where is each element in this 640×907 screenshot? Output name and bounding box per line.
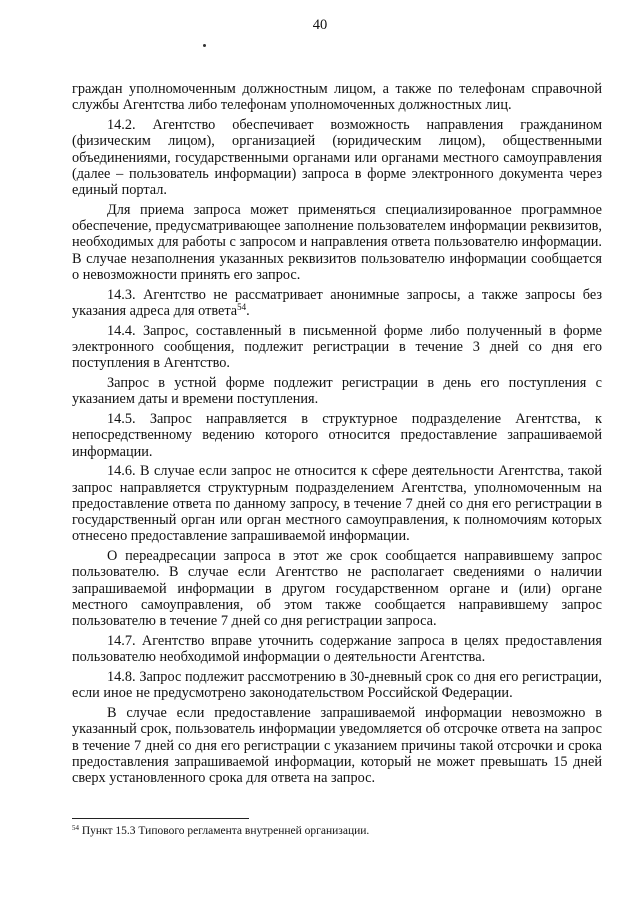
document-body (72, 81, 602, 786)
paragraph-14-3-text: 14.3. Агентство не рассматривает анонимные запросы, а также запросы без указания адреса для ответа (72, 286, 602, 320)
paragraph-14-6: 14.6. В случае если запрос не относится к сфере деятельности Агентства, такой запрос направляется структурным подразделением Агентства, уполномоченным на предоставление ответа по данному запросу, в течение 7 дней со дня его регистрации в государственный орган или орган местного самоуправления, к полномочиям которых отнесено предоставление запрашиваемой информации. (72, 463, 602, 545)
paragraph-14-8: 14.8. Запрос подлежит рассмотрению в 30-дневный срок со дня его регистрации, если иное не предусмотрено законодательством Российской Федерации. (72, 669, 602, 702)
footnote-text: Пункт 15.3 Типового регламента внутренней организации. (79, 825, 370, 837)
paragraph-14-4: 14.4. Запрос, составленный в письменной форме либо полученный в форме электронного сообщения, подлежит регистрации в течение 3 дней со дня его поступления в Агентство. (72, 322, 602, 372)
paragraph-14-7: 14.7. Агентство вправе уточнить содержание запроса в целях предоставления пользователю необходимой информации о деятельности Агентства. (72, 633, 602, 666)
paragraph-14-3 (72, 287, 602, 320)
paragraph-readdressing: О переадресации запроса в этот же срок сообщается направившему запрос пользователю. В случае если Агентство не располагает сведениями о наличии запрашиваемой информации в другом государственном органе и (или) органе местного самоуправления, об этом также сообщается направившему запрос пользователю в течение 7 дней со дня регистрации запроса. (72, 548, 602, 630)
paragraph-deferral: В случае если предоставление запрашиваемой информации невозможно в указанный срок, пользователь информации уведомляется об отсрочке ответа на запрос в течение 7 дней со дня его регистрации с указанием причины такой отсрочки и срока предоставления запрашиваемой информации, который не может превышать 15 дней сверх установленного срока для ответа на запрос. (72, 704, 602, 787)
footnote (72, 824, 602, 838)
paragraph-software: Для приема запроса может применяться специализированное программное обеспечение, предусматривающее заполнение пользователем информации реквизитов, необходимых для работы с запросом и направления ответа пользователю информации. В случае незаполнения указанных реквизитов пользователю информации сообщается о невозможности принять его запрос. (72, 201, 602, 284)
footnote-reference: 54 (237, 302, 247, 313)
paragraph-continuation: граждан уполномоченным должностным лицом, а также по телефонам справочной службы Агентства либо телефонам уполномоченных должностных лиц. (72, 81, 602, 114)
scan-speck (203, 44, 206, 47)
paragraph-14-3-end: . (246, 303, 250, 320)
paragraph-14-5: 14.5. Запрос направляется в структурное подразделение Агентства, к непосредственному ведению которого относится предоставление запрашиваемой информации. (72, 410, 602, 460)
paragraph-oral-request: Запрос в устной форме подлежит регистрации в день его поступления с указанием даты и времени поступления. (72, 375, 602, 408)
footnote-separator (72, 818, 249, 819)
page-number: 40 (312, 17, 328, 33)
paragraph-14-2: 14.2. Агентство обеспечивает возможность направления гражданином (физическим лицом), организацией (юридическим лицом), общественными объединениями, государственными органами или органами местного самоуправления (далее – пользователь информации) запроса в форме электронного документа через единый портал. (72, 116, 602, 199)
footnote-marker: 54 (72, 824, 79, 832)
